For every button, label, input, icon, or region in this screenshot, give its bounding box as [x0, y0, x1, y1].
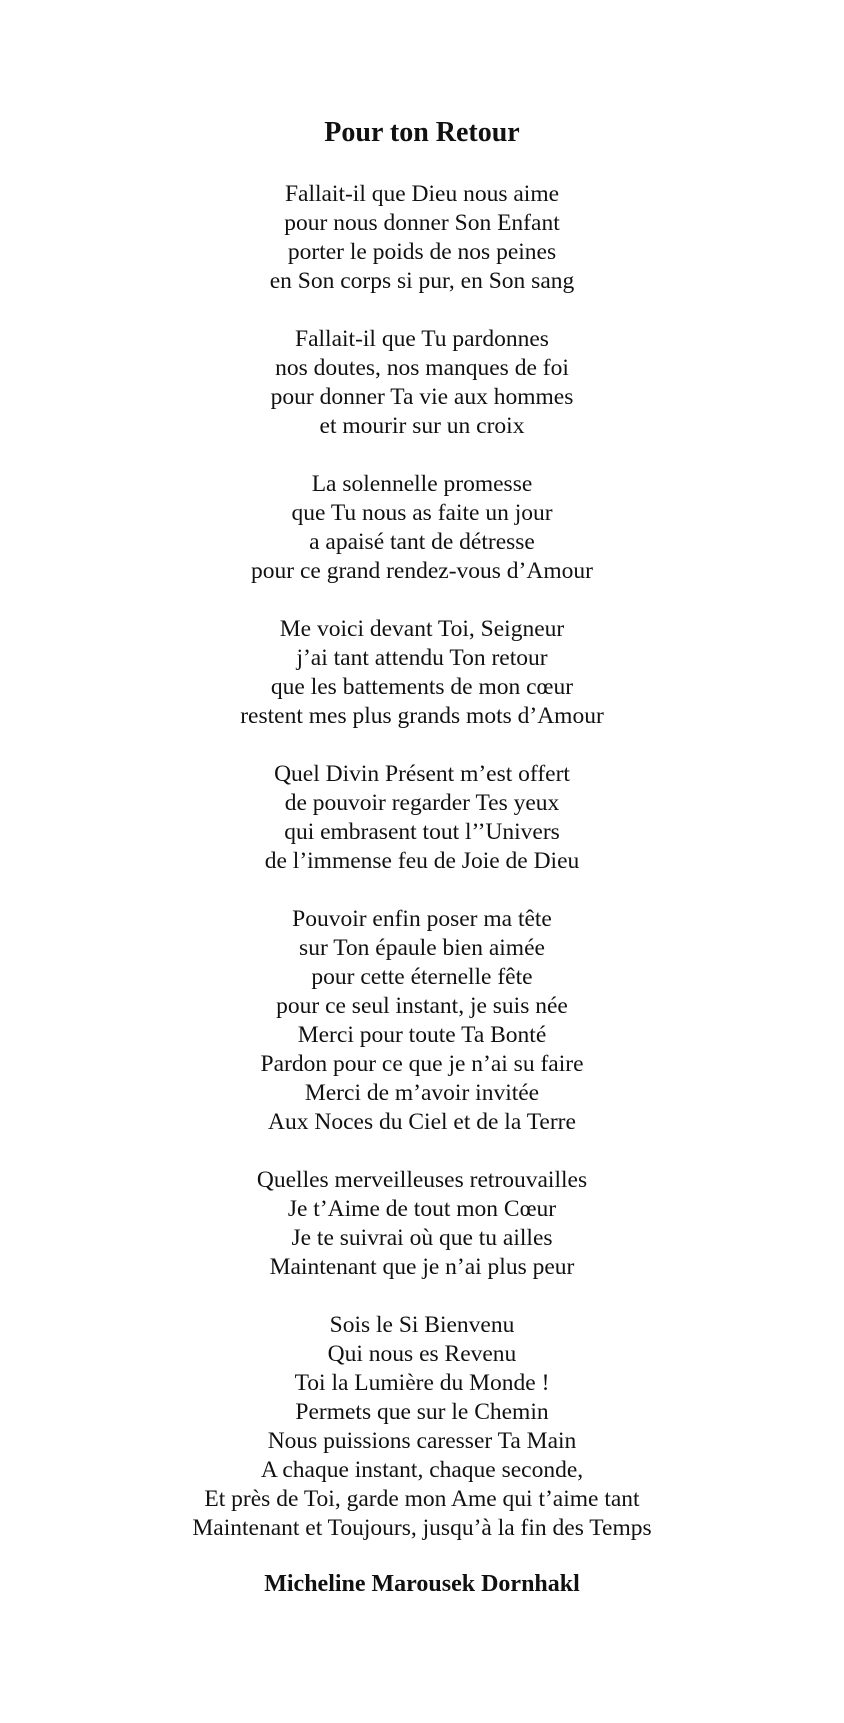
poem-line: Quelles merveilleuses retrouvailles	[256, 1167, 588, 1193]
poem-line: Je te suivrai où que tu ailles	[291, 1225, 553, 1251]
poem-line: Permets que sur le Chemin	[295, 1399, 549, 1425]
poem-line: Merci pour toute Ta Bonté	[297, 1022, 547, 1048]
poem-line: a apaisé tant de détresse	[309, 529, 535, 555]
poem-line: A chaque instant, chaque seconde,	[260, 1457, 584, 1483]
stanza	[0, 1311, 844, 1543]
poem-line: en Son corps si pur, en Son sang	[269, 268, 575, 294]
poem-line: de l’immense feu de Joie de Dieu	[264, 848, 580, 874]
poem-line: pour donner Ta vie aux hommes	[270, 384, 574, 410]
poem-line: Pardon pour ce que je n’ai su faire	[260, 1051, 584, 1077]
poem-line: pour cette éternelle fête	[311, 964, 533, 990]
poem-line: Fallait-il que Tu pardonnes	[295, 326, 549, 352]
poem-line: Toi la Lumière du Monde !	[294, 1370, 550, 1396]
poem-line: Quel Divin Présent m’est offert	[274, 761, 570, 787]
poem-line: pour ce seul instant, je suis née	[276, 993, 568, 1019]
poem-line: Et près de Toi, garde mon Ame qui t’aime tant	[204, 1486, 640, 1512]
poem-line: j’ai tant attendu Ton retour	[296, 645, 548, 671]
poem-line: que Tu nous as faite un jour	[291, 500, 553, 526]
poem-line: nos doutes, nos manques de foi	[275, 355, 569, 381]
stanza	[0, 1166, 844, 1282]
poem-line: Pouvoir enfin poser ma tête	[292, 906, 552, 932]
poem-line: et mourir sur un croix	[319, 413, 525, 439]
poem-line: Nous puissions caresser Ta Main	[267, 1428, 577, 1454]
stanza	[0, 615, 844, 731]
stanza	[0, 905, 844, 1137]
poem-line: Maintenant que je n’ai plus peur	[269, 1254, 575, 1280]
poem-line: restent mes plus grands mots d’Amour	[240, 703, 604, 729]
poem-line: que les battements de mon cœur	[270, 674, 574, 700]
poem-line: Je t’Aime de tout mon Cœur	[287, 1196, 557, 1222]
poem-line: porter le poids de nos peines	[287, 239, 557, 265]
poem-line: de pouvoir regarder Tes yeux	[284, 790, 560, 816]
stanza	[0, 470, 844, 586]
poem-line: sur Ton épaule bien aimée	[299, 935, 545, 961]
poem-author: Micheline Marousek Dornhakl	[264, 1571, 580, 1597]
poem-line: Maintenant et Toujours, jusqu’à la fin des Temps	[192, 1515, 652, 1541]
poem-line: pour ce grand rendez-vous d’Amour	[251, 558, 593, 584]
poem-body	[0, 180, 844, 1572]
poem-line: Merci de m’avoir invitée	[304, 1080, 540, 1106]
poem-line: pour nous donner Son Enfant	[284, 210, 560, 236]
poem-line: qui embrasent tout l’’Univers	[284, 819, 560, 845]
poem-title: Pour ton Retour	[324, 117, 520, 148]
stanza	[0, 325, 844, 441]
poem-line: Sois le Si Bienvenu	[329, 1312, 515, 1338]
poem-line: Aux Noces du Ciel et de la Terre	[268, 1109, 576, 1135]
poem-line: Fallait-il que Dieu nous aime	[284, 181, 560, 207]
poem-line: Qui nous es Revenu	[327, 1341, 517, 1367]
stanza	[0, 760, 844, 876]
poem-line: La solennelle promesse	[311, 471, 533, 497]
stanza	[0, 180, 844, 296]
poem-line: Me voici devant Toi, Seigneur	[279, 616, 565, 642]
